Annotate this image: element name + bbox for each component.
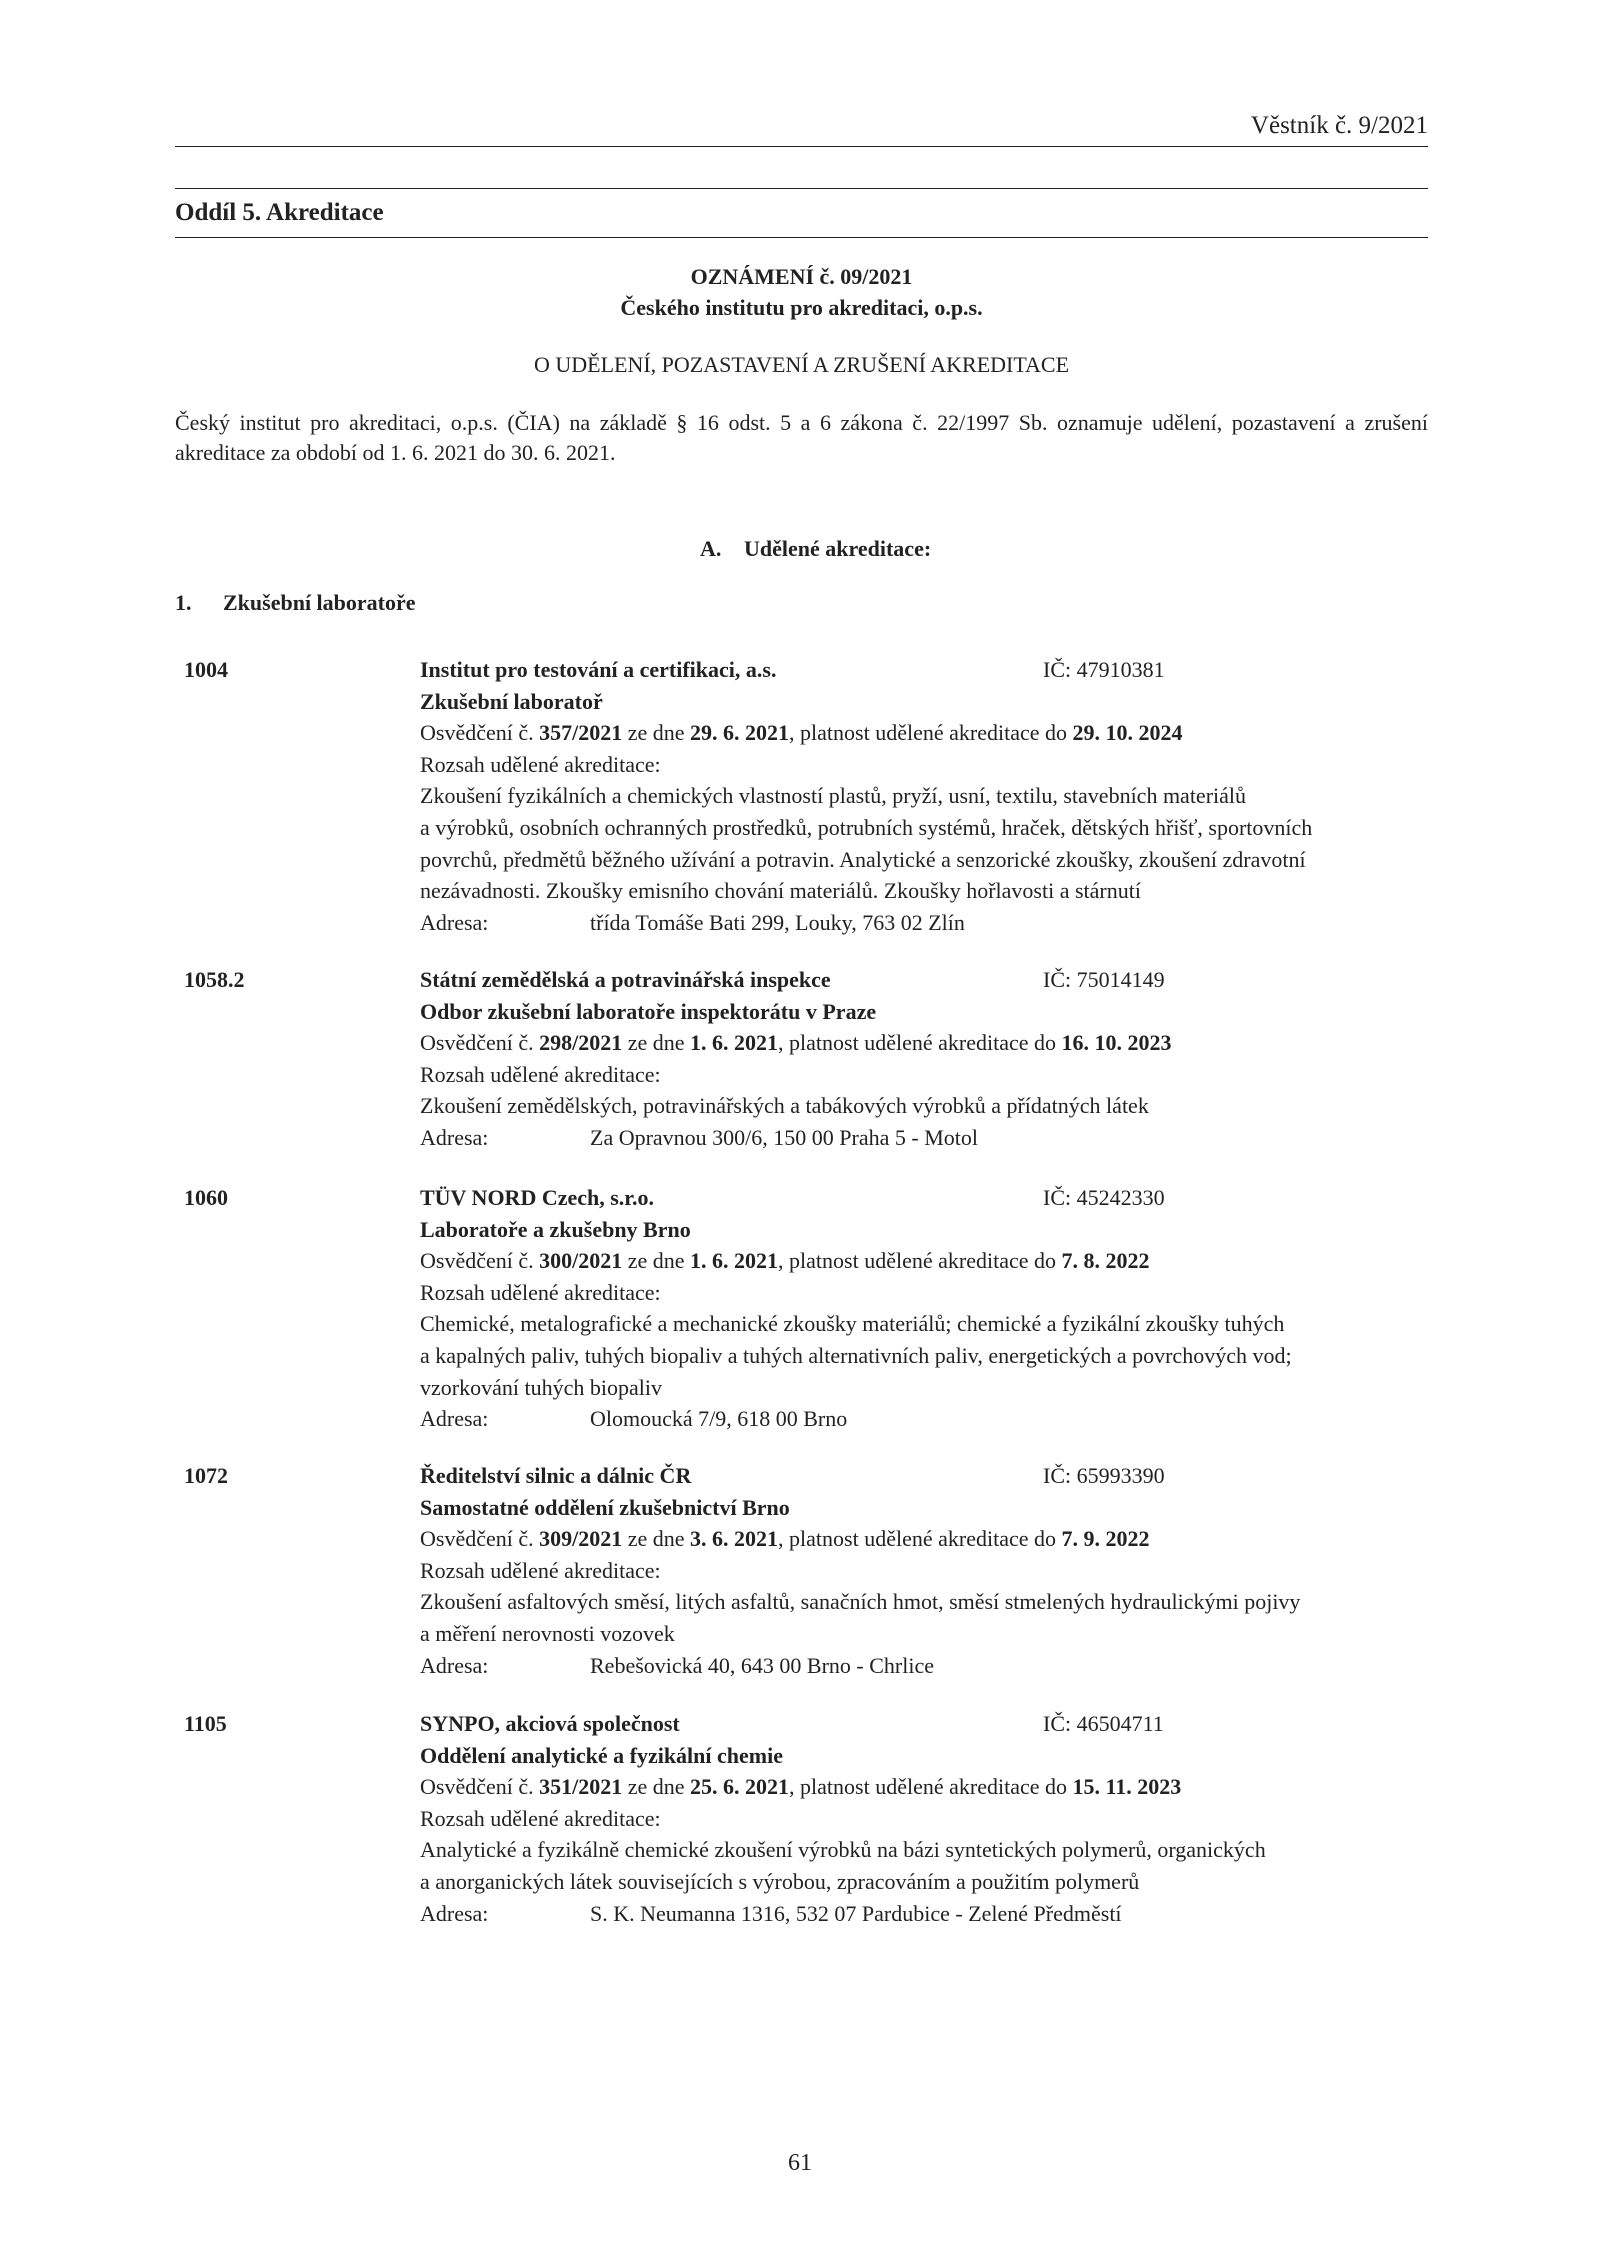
scope-label: Rozsah udělené akreditace: [420,751,661,777]
cert-date-prefix: ze dne [622,1774,691,1800]
lab-code: 1072 [184,1463,228,1488]
cert-date-prefix: ze dne [622,1030,691,1056]
organization-name: TÜV NORD Czech, s.r.o. [420,1185,655,1210]
organization-name: Ředitelství silnic a dálnic ČR [420,1463,692,1488]
cert-number: 300/2021 [539,1248,623,1274]
scope-line: a měření nerovnosti vozovek [420,1620,675,1646]
lab-code: 1105 [184,1711,227,1736]
lab-unit: Samostatné oddělení zkušebnictví Brno [420,1494,790,1520]
address-value: Za Opravnou 300/6, 150 00 Praha 5 - Motol [590,1124,978,1150]
lab-unit: Zkušební laboratoř [420,688,603,714]
scope-line: povrchů, předmětů běžného užívání a potravin. Analytické a senzorické zkoušky, zkoušení zdravotní [420,846,1306,872]
ico-prefix: IČ: [1043,1711,1077,1736]
cert-prefix: Osvědčení č. [420,1774,540,1800]
certificate-line [420,1523,1420,1555]
lab-unit: Odbor zkušební laboratoře inspektorátu v Praze [420,998,877,1024]
lab-code: 1004 [184,657,228,682]
page-number: 61 [788,2150,812,2176]
cert-prefix: Osvědčení č. [420,720,540,746]
cert-date: 29. 6. 2021 [690,720,790,746]
cert-number: 298/2021 [539,1030,623,1056]
scope-label: Rozsah udělené akreditace: [420,1061,661,1087]
cert-number: 309/2021 [539,1526,623,1552]
cert-prefix: Osvědčení č. [420,1526,540,1552]
cert-validity-label: , platnost udělené akreditace do [778,1030,1062,1056]
address-value: Rebešovická 40, 643 00 Brno - Chrlice [590,1652,934,1678]
address-label: Adresa: [420,909,489,935]
ico-prefix: IČ: [1043,1463,1077,1488]
ico-value: 65993390 [1076,1463,1165,1488]
address-value: Olomoucká 7/9, 618 00 Brno [590,1406,848,1432]
ico-value: 46504711 [1076,1711,1164,1736]
scope-line: Zkoušení asfaltových směsí, litých asfaltů, sanačních hmot, směsí stmelených hydraulickými pojivy [420,1589,1301,1615]
bulletin-header: Věstník č. 9/2021 [1250,112,1428,139]
cert-date: 25. 6. 2021 [690,1774,790,1800]
organization-name: SYNPO, akciová společnost [420,1711,680,1736]
valid-to-date: 15. 11. 2023 [1072,1774,1182,1800]
ico-value: 75014149 [1076,967,1165,992]
certificate-line [420,1245,1420,1277]
cert-number: 351/2021 [539,1774,623,1800]
scope-line: Analytické a fyzikálně chemické zkoušení výrobků na bázi syntetických polymerů, organických [420,1837,1266,1863]
subsection-1-label: Zkušební laboratoře [223,590,416,615]
ico-prefix: IČ: [1043,1185,1077,1210]
scope-line: a kapalných paliv, tuhých biopaliv a tuhých alternativních paliv, energetických a povrchových vod; [420,1342,1292,1368]
lab-code: 1060 [184,1185,228,1210]
lab-unit: Laboratoře a zkušebny Brno [420,1216,691,1242]
cert-number: 357/2021 [539,720,623,746]
section-rule-bottom [175,237,1428,238]
subsection-a-number: A. [700,536,722,561]
valid-to-date: 7. 8. 2022 [1061,1248,1150,1274]
cert-date: 3. 6. 2021 [690,1526,779,1552]
scope-line: Zkoušení fyzikálních a chemických vlastností plastů, pryží, usní, textilu, stavebních materiálů [420,783,1247,809]
certificate-line [420,1027,1420,1059]
entry-body [420,964,1420,1154]
lab-code: 1058.2 [184,967,245,992]
entry-body [420,1460,1420,1681]
certificate-line [420,1771,1420,1803]
scope-line: Zkoušení zemědělských, potravinářských a tabákových výrobků a přídatných látek [420,1093,1149,1119]
entry-body [420,1182,1420,1435]
cert-date: 1. 6. 2021 [690,1030,779,1056]
entry-body [420,654,1420,938]
cert-validity-label: , platnost udělené akreditace do [778,1248,1062,1274]
ico-prefix: IČ: [1043,657,1077,682]
scope-label: Rozsah udělené akreditace: [420,1279,661,1305]
cert-date-prefix: ze dne [622,720,691,746]
scope-label: Rozsah udělené akreditace: [420,1805,661,1831]
cert-prefix: Osvědčení č. [420,1030,540,1056]
scope-line: a anorganických látek souvisejících s výrobou, zpracováním a použitím polymerů [420,1868,1140,1894]
scope-line: a výrobků, osobních ochranných prostředků, potrubních systémů, hraček, dětských hřišť, sportovních [420,814,1313,840]
address-line [420,1403,1420,1435]
cert-validity-label: , platnost udělené akreditace do [789,720,1073,746]
subsection-1-number: 1. [175,590,192,615]
cert-date-prefix: ze dne [622,1248,691,1274]
address-value: třída Tomáše Bati 299, Louky, 763 02 Zlín [590,909,965,935]
header-rule [175,146,1428,147]
cert-validity-label: , platnost udělené akreditace do [789,1774,1073,1800]
valid-to-date: 7. 9. 2022 [1061,1526,1150,1552]
cert-prefix: Osvědčení č. [420,1248,540,1274]
subsection-1-heading [175,590,416,616]
scope-line: nezávadnosti. Zkoušky emisního chování materiálů. Zkoušky hořlavosti a stárnutí [420,878,1141,904]
scope-label: Rozsah udělené akreditace: [420,1557,661,1583]
address-line [420,1650,1420,1682]
certificate-line [420,717,1420,749]
section-rule-top [175,188,1428,189]
cert-validity-label: , platnost udělené akreditace do [778,1526,1062,1552]
ico-value: 47910381 [1076,657,1165,682]
ico-value: 45242330 [1076,1185,1165,1210]
address-label: Adresa: [420,1652,489,1678]
valid-to-date: 16. 10. 2023 [1061,1030,1172,1056]
address-value: S. K. Neumanna 1316, 532 07 Pardubice - Zelené Předměstí [590,1900,1122,1926]
organization-name: Institut pro testování a certifikaci, a.s. [420,657,777,682]
organization-name: Státní zemědělská a potravinářská inspekce [420,967,831,992]
scope-line: Chemické, metalografické a mechanické zkoušky materiálů; chemické a fyzikální zkoušky tuhých [420,1311,1285,1337]
announcement-issuer: Českého institutu pro akreditaci, o.p.s. [620,295,983,320]
valid-to-date: 29. 10. 2024 [1072,720,1183,746]
announcement-subject: O UDĚLENÍ, POZASTAVENÍ A ZRUŠENÍ AKREDITACE [533,352,1070,377]
entry-body [420,1708,1420,1929]
address-line [420,1898,1420,1930]
subsection-a-heading [700,536,931,562]
address-label: Adresa: [420,1124,489,1150]
subsection-a-label: Udělené akreditace: [744,536,932,561]
address-label: Adresa: [420,1900,489,1926]
ico-prefix: IČ: [1043,967,1077,992]
announcement-intro: Český institut pro akreditaci, o.p.s. (ČIA) na základě § 16 odst. 5 a 6 zákona č. 22/1997 Sb. oznamuje udělení, pozastavení a zrušení akreditace za období od 1. 6. 2021 do 30. 6. 2021. [175,410,1428,465]
section-title: Oddíl 5. Akreditace [175,199,384,226]
cert-date-prefix: ze dne [622,1526,691,1552]
address-label: Adresa: [420,1406,489,1432]
address-line [420,907,1420,939]
lab-unit: Oddělení analytické a fyzikální chemie [420,1742,783,1768]
address-line [420,1122,1420,1154]
scope-line: vzorkování tuhých biopaliv [420,1374,662,1400]
announcement-title: OZNÁMENÍ č. 09/2021 [690,264,913,289]
cert-date: 1. 6. 2021 [690,1248,779,1274]
